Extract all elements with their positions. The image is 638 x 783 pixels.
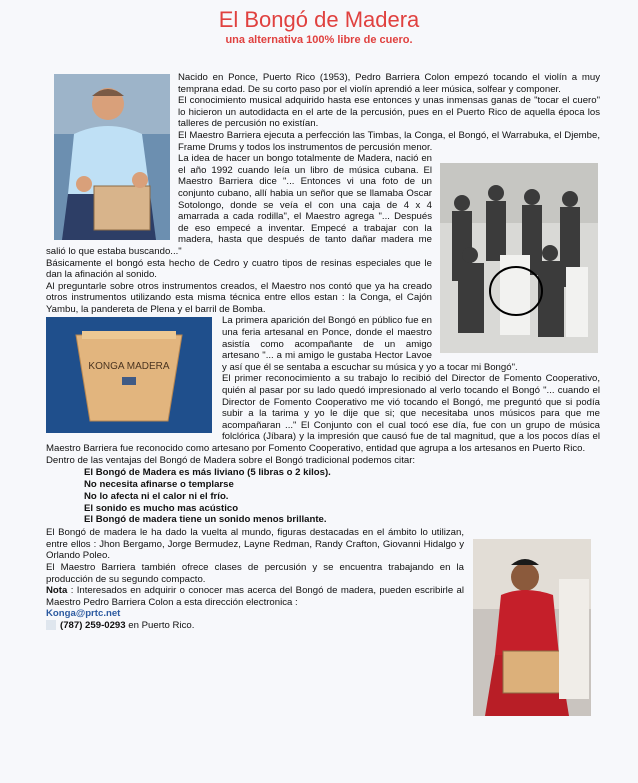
drum-photo — [46, 317, 212, 433]
list-item: El Bongó de Madera es más liviano (5 libras o 2 kilos). — [84, 467, 331, 479]
group-photo — [440, 163, 598, 353]
note-label: Nota — [46, 585, 68, 597]
paragraph-training: El conocimiento musical adquirido hasta ese entonces y unas inmensas ganas de "tocar el cuero" lo hicieron un autodidacta en el arte de la percusión, pues en el Puerto Rico de aquella época los talleres de percusión no existían. — [178, 95, 600, 130]
page-subtitle: una alternativa 100% libre de cuero. — [225, 34, 413, 46]
phone-icon — [46, 620, 56, 630]
phone-location: en Puerto Rico. — [128, 619, 195, 631]
paragraph-other-instruments: Al preguntarle sobre otros instrumentos creados, el Maestro nos contó que ya ha creado otros instrumentos utilizando esta misma técnica entre ellos estan : la Conga, el Cajón Yambu, la pandereta de Plena y el barril de Bomba. — [46, 280, 432, 315]
paragraph-note — [46, 585, 464, 608]
list-item: El Bongó de madera tiene un sonido menos brillante. — [84, 514, 327, 526]
list-item: No lo afecta ni el calor ni el frío. — [84, 490, 229, 502]
player-photo — [473, 539, 591, 716]
page-title: El Bongó de Madera — [218, 7, 420, 32]
list-item: No necesita afinarse o templarse — [84, 478, 234, 490]
paragraph-recognition: El primer reconocimiento a su trabajo lo recibió del Director de Fomento Cooperativo, quién al pasar por su lado quedó impresionado al verlo tocando el Bongó "... cuando el Director de Fomento Cooperativo me vió tocando el Bongó, me preguntó que si podía subir a la tarima y yo le dije que si; que necesitaba unos músicos para que me acompañaran ..." El Conjunto con el cual tocó ese día, fue con un grupo de música folclórica (Jíbara) y la impresión que causó fue de tal magnitud, que a los pocos días el Maestro Barriera fue reconocido como artesano por Fomento Cooperativo, entidad que agrupa a los artesanos en Puerto Rico. — [46, 373, 600, 454]
paragraph-bio: Nacido en Ponce, Puerto Rico (1953), Pedro Barriera Colon empezó tocando el violín a muy temprana edad. De su corto paso por el violín aprendió a leer música, solfear y componer. — [178, 72, 600, 95]
paragraph-idea: La idea de hacer un bongo totalmente de Madera, nació en el año 1992 cuando leía un libro de música cubana. El Maestro Barriera dice "... Entonces vi una foto de un conjunto cubano, allí habia un señor que se llamaba Oscar Sotolongo, donde se veía el con una caja de 4 x 4 amarrada a cada rodilla", el Maestro agrega "... Después de eso empecé a inventar. Empecé a trabajar con la madera, hasta que después de tanto dañar madera me salió lo que estaba buscando..." — [46, 153, 432, 257]
advantages-list — [84, 467, 600, 526]
drum-label: KONGA MADERA — [88, 361, 170, 373]
note-text: : Interesados en adquirir o conocer mas acerca del Bongó de madera, pueden escribirle al Maestro Pedro Barriera Colon a esta dirección electronica : — [46, 585, 464, 608]
portrait-photo — [54, 74, 170, 240]
paragraph-worldwide: El Bongó de madera le ha dado la vuelta al mundo, figuras destacadas en el ámbito lo utilizan, entre ellos : Jhon Bergamo, Jorge Bermudez, Layne Redman, Randy Crafton, Giovanni Hidalgo y Orlando Poleo. — [46, 527, 464, 562]
paragraph-first-appearance: La primera aparición del Bongó en público fue en una feria artesanal en Ponce, donde el maestro asistía como acompañante de un amigo artesano "... a mi amigo le gustaba Hector Lavoe y así que él se sentaba a escuchar su música y yo a tocar mi Bongó". — [222, 315, 518, 373]
paragraph-materials: Básicamente el bongó esta hecho de Cedro y cuatro tipos de resinas especiales que le dan la afinación al sonido. — [46, 257, 432, 281]
paragraph-classes: El Maestro Barriera también ofrece clases de percusión y se encuentra trabajando en la producción de su segundo compacto. — [46, 561, 464, 585]
phone-number: (787) 259-0293 — [60, 619, 126, 631]
paragraph-advantages-intro: Dentro de las ventajas del Bongó de Madera sobre el Bongó tradicional podemos citar: — [46, 454, 416, 466]
email-link[interactable]: Konga@prtc.net — [46, 608, 121, 620]
list-item: El sonido es mucho mas acústico — [84, 502, 239, 514]
paragraph-instruments: El Maestro Barriera ejecuta a perfección las Timbas, la Conga, el Bongó, el Warrabuka, el Djembe, Frame Drums y todos los instrumentos de percusión menor. — [178, 129, 600, 153]
